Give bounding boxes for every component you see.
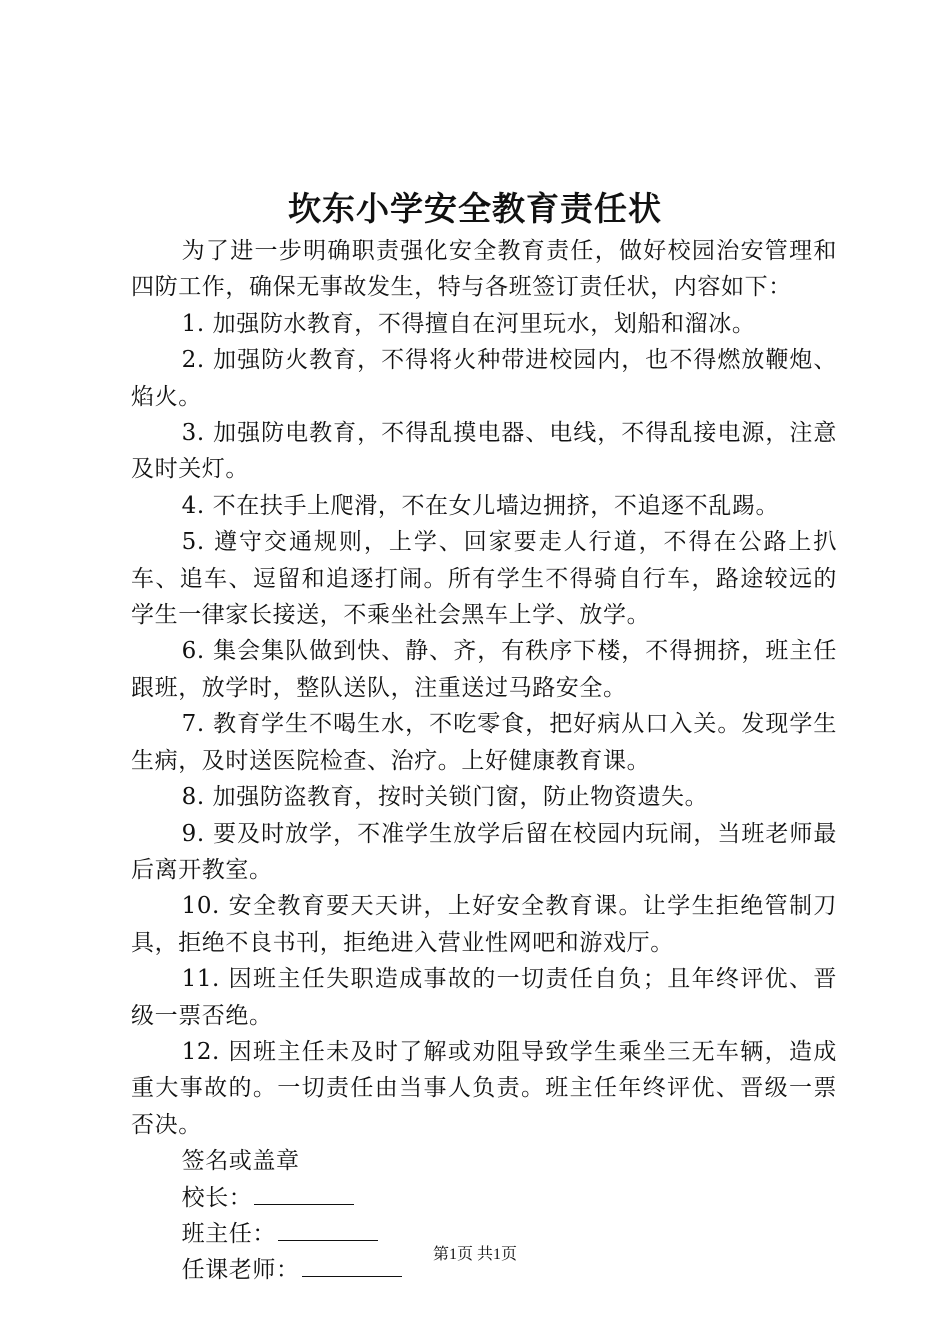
signature-blank-principal[interactable] — [254, 1182, 354, 1205]
document-body — [131, 233, 837, 1289]
item-8: 8. 加强防盗教育，按时关锁门窗，防止物资遗失。 — [181, 784, 709, 811]
item-1: 1. 加强防水教育，不得擅自在河里玩水，划船和溜冰。 — [181, 310, 756, 337]
signature-line-principal — [131, 1180, 837, 1216]
item-5: 5. 遵守交通规则，上学、回家要走人行道，不得在公路上扒车、追车、逗留和追逐打闹。所有学生不得骑自行车，路途较远的学生一律家长接送，不乘坐社会黑车上学、放学。 — [131, 529, 837, 629]
signature-heading: 签名或盖章 — [181, 1148, 300, 1175]
signature-label-principal: 校长： — [181, 1184, 253, 1211]
item-3: 3. 加强防电教育，不得乱摸电器、电线，不得乱接电源，注意及时关灯。 — [131, 420, 837, 483]
item-7: 7. 教育学生不喝生水，不吃零食，把好病从口入关。发现学生生病，及时送医院检查、治疗。上好健康教育课。 — [131, 711, 837, 774]
item-9: 9. 要及时放学，不准学生放学后留在校园内玩闹，当班老师最后离开教室。 — [131, 820, 837, 883]
item-11: 11. 因班主任失职造成事故的一切责任自负；且年终评优、晋级一票否绝。 — [131, 966, 837, 1029]
item-12: 12. 因班主任未及时了解或劝阻导致学生乘坐三无车辆，造成重大事故的。一切责任由当事人负责。班主任年终评优、晋级一票否决。 — [131, 1038, 837, 1138]
document-title: 坎东小学安全教育责任状 — [288, 189, 662, 228]
item-4: 4. 不在扶手上爬滑，不在女儿墙边拥挤，不追逐不乱踢。 — [181, 492, 780, 519]
item-2: 2. 加强防火教育，不得将火种带进校园内，也不得燃放鞭炮、焰火。 — [131, 347, 837, 410]
signature-label-head-teacher: 班主任： — [181, 1220, 276, 1247]
item-10: 10. 安全教育要天天讲，上好安全教育课。让学生拒绝管制刀具，拒绝不良书刊，拒绝进入营业性网吧和游戏厅。 — [131, 893, 837, 956]
item-6: 6. 集会集队做到快、静、齐，有秩序下楼，不得拥挤，班主任跟班，放学时，整队送队，注重送过马路安全。 — [131, 638, 837, 701]
signature-blank-head-teacher[interactable] — [278, 1218, 378, 1241]
signature-label-subject-teacher: 任课老师： — [181, 1257, 300, 1284]
page-footer: 第1页 共1页 — [432, 1246, 517, 1263]
intro-paragraph: 为了进一步明确职责强化安全教育责任，做好校园治安管理和四防工作，确保无事故发生，特与各班签订责任状，内容如下： — [131, 238, 837, 301]
